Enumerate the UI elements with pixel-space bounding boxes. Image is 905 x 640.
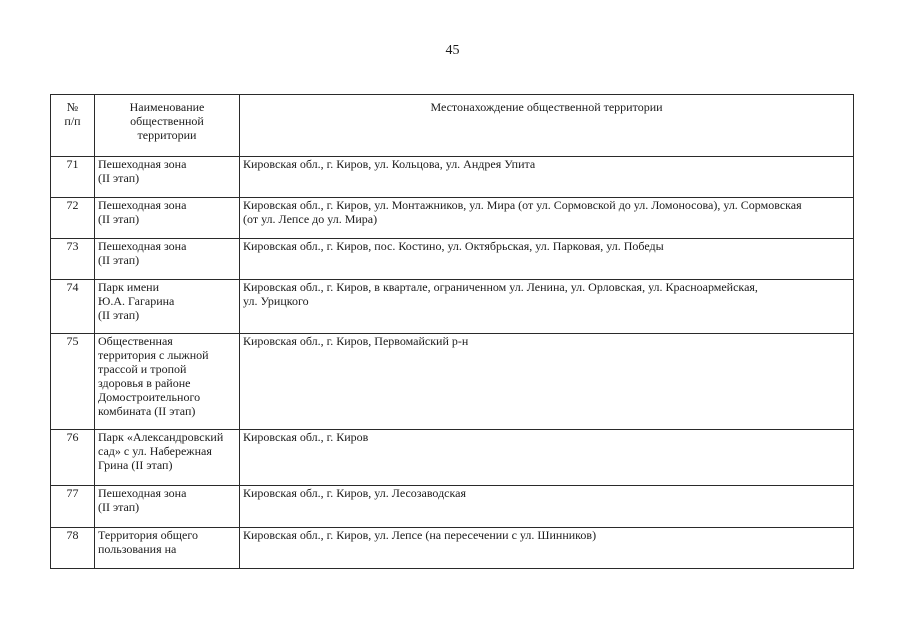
row-num: 75 xyxy=(51,334,95,430)
table-row xyxy=(51,486,854,528)
table-row xyxy=(51,198,854,239)
row-num: 78 xyxy=(51,528,95,569)
header-num: № п/п xyxy=(51,95,95,157)
row-name: Пешеходная зона (II этап) xyxy=(95,198,240,239)
table-row xyxy=(51,528,854,569)
row-location: Кировская обл., г. Киров, ул. Лепсе (на пересечении с ул. Шинников) xyxy=(240,528,854,569)
header-location: Местонахождение общественной территории xyxy=(240,95,854,157)
row-location: Кировская обл., г. Киров, Первомайский р-н xyxy=(240,334,854,430)
territories-table xyxy=(50,94,854,569)
row-name: Парк «Александровский сад» с ул. Набережная Грина (II этап) xyxy=(95,430,240,486)
row-num: 73 xyxy=(51,239,95,280)
row-num: 71 xyxy=(51,157,95,198)
row-location: Кировская обл., г. Киров, ул. Монтажников, ул. Мира (от ул. Сормовской до ул. Ломоносова), ул. Сормовская (от ул. Лепсе до ул. Мира) xyxy=(240,198,854,239)
table-row xyxy=(51,239,854,280)
row-name: Общественная территория с лыжной трассой и тропой здоровья в районе Домостроительного комбината (II этап) xyxy=(95,334,240,430)
table-row xyxy=(51,430,854,486)
row-num: 76 xyxy=(51,430,95,486)
table-header-row xyxy=(51,95,854,157)
row-name: Пешеходная зона (II этап) xyxy=(95,157,240,198)
row-name: Парк имени Ю.А. Гагарина (II этап) xyxy=(95,280,240,334)
row-num: 77 xyxy=(51,486,95,528)
row-name: Пешеходная зона (II этап) xyxy=(95,486,240,528)
row-num: 74 xyxy=(51,280,95,334)
row-location: Кировская обл., г. Киров, ул. Лесозаводская xyxy=(240,486,854,528)
row-location: Кировская обл., г. Киров, в квартале, ограниченном ул. Ленина, ул. Орловская, ул. Красноармейская, ул. Урицкого xyxy=(240,280,854,334)
table-row xyxy=(51,334,854,430)
table-row xyxy=(51,157,854,198)
row-num: 72 xyxy=(51,198,95,239)
row-name: Пешеходная зона (II этап) xyxy=(95,239,240,280)
row-location: Кировская обл., г. Киров xyxy=(240,430,854,486)
row-location: Кировская обл., г. Киров, ул. Кольцова, ул. Андрея Упита xyxy=(240,157,854,198)
table-row xyxy=(51,280,854,334)
page-number: 45 xyxy=(445,43,460,58)
header-name: Наименование общественной территории xyxy=(95,95,240,157)
row-location: Кировская обл., г. Киров, пос. Костино, ул. Октябрьская, ул. Парковая, ул. Победы xyxy=(240,239,854,280)
row-name: Территория общего пользования на xyxy=(95,528,240,569)
